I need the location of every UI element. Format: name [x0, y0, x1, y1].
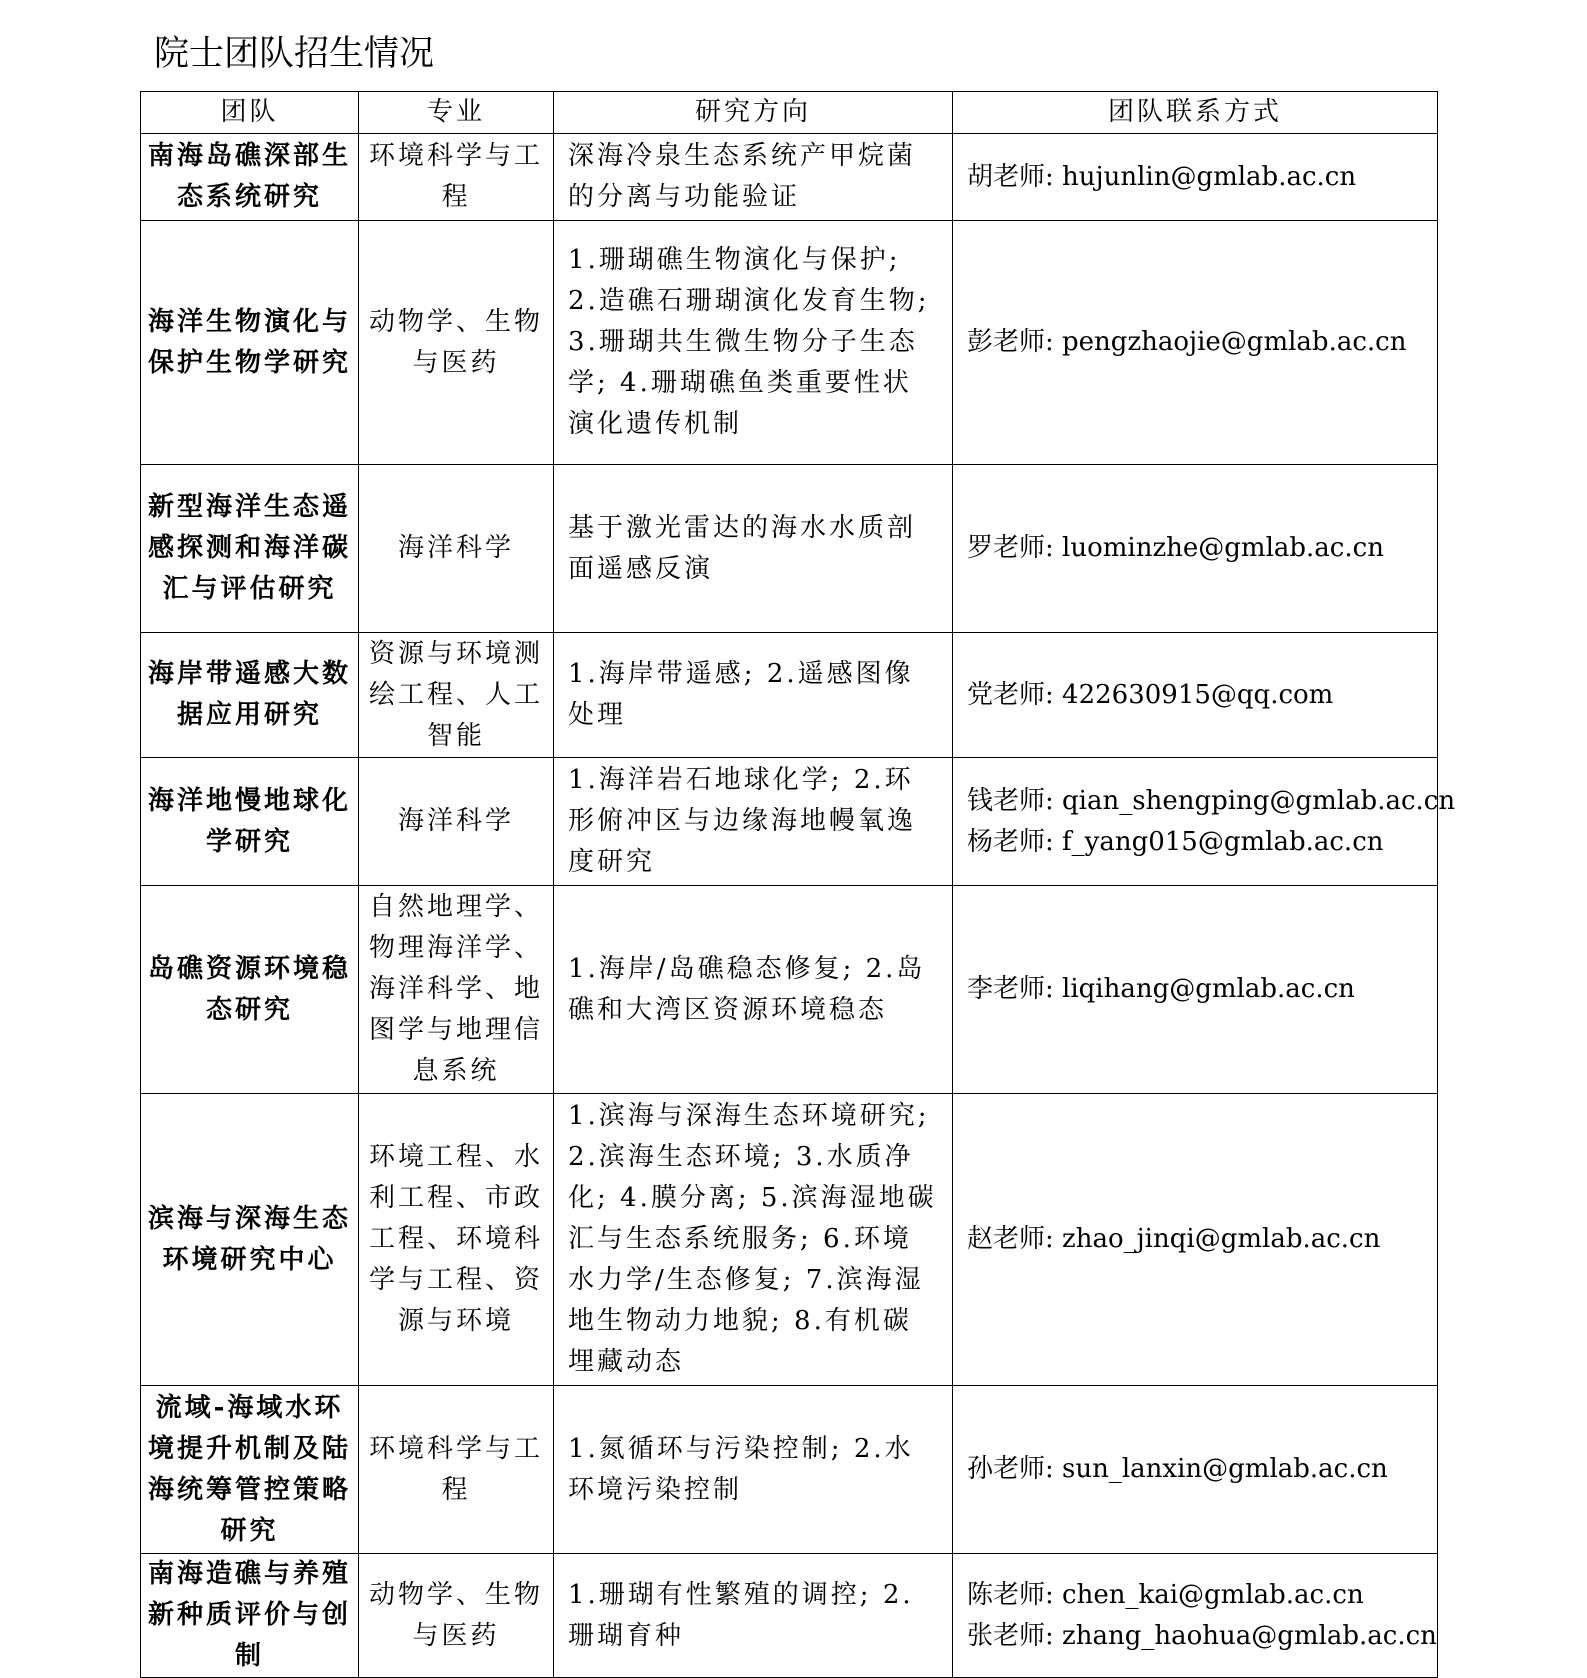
contact-email[interactable]: 彭老师: pengzhaojie@gmlab.ac.cn [967, 327, 1407, 357]
contact-cell [953, 1554, 1438, 1678]
contact-cell [953, 633, 1438, 758]
contact-email[interactable]: 孙老师: sun_lanxin@gmlab.ac.cn [967, 1454, 1388, 1484]
team-cell: 流域-海域水环境提升机制及陆海统筹管控策略研究 [141, 1386, 359, 1554]
contact-cell [953, 1386, 1438, 1554]
contact-email[interactable]: 张老师: zhang_haohua@gmlab.ac.cn [967, 1620, 1437, 1651]
table-row [141, 134, 1438, 221]
contact-cell [953, 221, 1438, 465]
team-cell: 海洋生物演化与保护生物学研究 [141, 221, 359, 465]
direction-cell: 1.海岸/岛礁稳态修复; 2.岛礁和大湾区资源环境稳态 [554, 886, 953, 1094]
contact-email[interactable]: 钱老师: qian_shengping@gmlab.ac.cn [967, 785, 1456, 816]
contact-email[interactable]: 陈老师: chen_kai@gmlab.ac.cn [967, 1579, 1364, 1610]
direction-cell: 1.珊瑚礁生物演化与保护; 2.造礁石珊瑚演化发育生物; 3.珊瑚共生微生物分子生态学; 4.珊瑚礁鱼类重要性状演化遗传机制 [554, 221, 953, 465]
team-cell: 新型海洋生态遥感探测和海洋碳汇与评估研究 [141, 465, 359, 633]
major-cell: 环境科学与工程 [359, 134, 554, 221]
table-row [141, 758, 1438, 886]
major-cell: 环境工程、水利工程、市政工程、环境科学与工程、资源与环境 [359, 1094, 554, 1386]
table-row [141, 1094, 1438, 1386]
contact-email[interactable]: 李老师: liqihang@gmlab.ac.cn [967, 974, 1355, 1004]
direction-cell: 1.珊瑚有性繁殖的调控; 2.珊瑚育种 [554, 1554, 953, 1678]
table-row [141, 465, 1438, 633]
table-row [141, 633, 1438, 758]
contact-cell [953, 465, 1438, 633]
page-title: 院士团队招生情况 [154, 34, 435, 74]
header-team: 团队 [141, 92, 359, 134]
direction-cell: 1.海洋岩石地球化学; 2.环形俯冲区与边缘海地幔氧逸度研究 [554, 758, 953, 886]
table-row [141, 221, 1438, 465]
contact-cell [953, 886, 1438, 1094]
contact-email[interactable]: 杨老师: f_yang015@gmlab.ac.cn [967, 826, 1384, 857]
team-cell: 海岸带遥感大数据应用研究 [141, 633, 359, 758]
contact-cell [953, 1094, 1438, 1386]
team-cell: 海洋地慢地球化学研究 [141, 758, 359, 886]
recruitment-table [140, 91, 1456, 1678]
table-row [141, 886, 1438, 1094]
header-major: 专业 [359, 92, 554, 134]
major-cell: 自然地理学、物理海洋学、海洋科学、地图学与地理信息系统 [359, 886, 554, 1094]
major-cell: 海洋科学 [359, 758, 554, 886]
team-cell: 滨海与深海生态环境研究中心 [141, 1094, 359, 1386]
contact-cell [953, 134, 1438, 221]
contact-email[interactable]: 党老师: 422630915@qq.com [967, 679, 1334, 710]
team-cell: 岛礁资源环境稳态研究 [141, 886, 359, 1094]
contact-email[interactable]: 罗老师: luominzhe@gmlab.ac.cn [967, 533, 1384, 563]
team-cell: 南海造礁与养殖新种质评价与创制 [141, 1554, 359, 1678]
direction-cell: 1.滨海与深海生态环境研究; 2.滨海生态环境; 3.水质净化; 4.膜分离; 5.滨海湿地碳汇与生态系统服务; 6.环境水力学/生态修复; 7.滨海湿地生物动力地貌; 8.有机碳埋藏动态 [554, 1094, 953, 1386]
major-cell: 资源与环境测绘工程、人工智能 [359, 633, 554, 758]
direction-cell: 基于激光雷达的海水水质剖面遥感反演 [554, 465, 953, 633]
direction-cell: 深海冷泉生态系统产甲烷菌的分离与功能验证 [554, 134, 953, 221]
major-cell: 动物学、生物与医药 [359, 221, 554, 465]
major-cell: 海洋科学 [359, 465, 554, 633]
major-cell: 动物学、生物与医药 [359, 1554, 554, 1678]
header-contact: 团队联系方式 [953, 92, 1438, 134]
contact-email[interactable]: 胡老师: hujunlin@gmlab.ac.cn [967, 161, 1357, 192]
contact-email[interactable]: 赵老师: zhao_jinqi@gmlab.ac.cn [967, 1224, 1381, 1254]
contact-cell [953, 758, 1456, 886]
direction-cell: 1.海岸带遥感; 2.遥感图像处理 [554, 633, 953, 758]
header-direction: 研究方向 [554, 92, 953, 134]
table-header-row [141, 92, 1438, 134]
direction-cell: 1.氮循环与污染控制; 2.水环境污染控制 [554, 1386, 953, 1554]
table-row [141, 1386, 1438, 1554]
table-row [141, 1554, 1438, 1678]
team-cell: 南海岛礁深部生态系统研究 [141, 134, 359, 221]
major-cell: 环境科学与工程 [359, 1386, 554, 1554]
